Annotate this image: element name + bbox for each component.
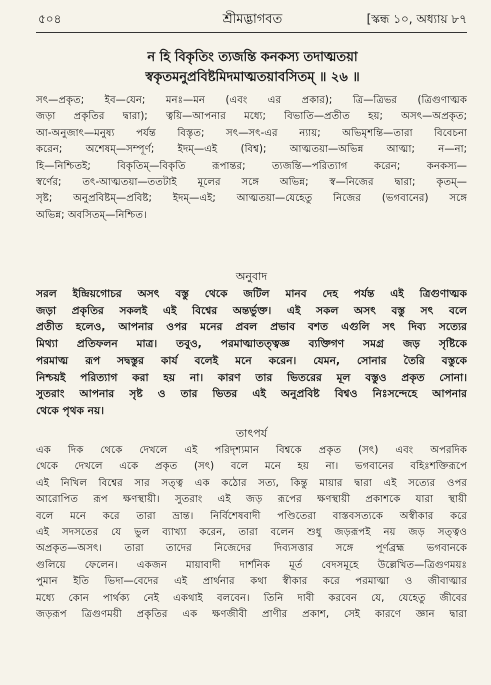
header-rule [36, 32, 467, 33]
synonyms-line: অভিন্ন; অবসিতম্—নিশ্চিত। [36, 209, 147, 221]
purport-paragraph [36, 443, 467, 623]
translation-line: মিথ্যা প্রতিফলন মাত্র। তবুও, পরমাত্মাতত্ত্বজ্ঞ ব্যক্তিগণ সমগ্র জড় সৃষ্টিকে [36, 338, 467, 351]
book-title: শ্রীমদ্ভাগবত [222, 12, 283, 27]
page-number: ৫০৪ [38, 12, 62, 26]
translation-line: সরল ইন্দ্রিয়গোচর অসৎ বস্তু থেকে জটিল মানব দেহ পর্যন্ত এই ত্রিগুণাত্মক [36, 288, 467, 300]
page-header [38, 7, 467, 31]
purport-line: এই সদসতের যে ভুল ব্যাখ্যা করেন, তারা বলেন শুধু জড়রূপই নয় জড় সত্ত্বও [36, 527, 467, 539]
synonyms-paragraph [36, 93, 467, 224]
synonyms-line: করেন; অশেষম্—সম্পূর্ণ; ইদম্—এই (বিশ্ব); আত্মতয়া—অভিন্ন আত্মা; ন—না; [36, 144, 467, 156]
translation-heading: অনুবাদ [235, 270, 268, 283]
translation-paragraph [36, 286, 467, 420]
purport-line: বলে মনে করে তারা ভ্রান্ত। নির্বিশেষবাদী পণ্ডিতেরা বাস্তবসত্যকে অস্বীকার করে [36, 510, 467, 522]
chapter-reference: [স্কন্ধ ১০, অধ্যায় ৮৭ [366, 12, 467, 26]
purport-line: থেকে দেখলে একে প্রকৃত (সৎ) বলে মনে হয় না। ভগবানের বহিঃশক্তিরূপে [36, 461, 467, 473]
synonyms-line: স্বর্ণের; তৎ-আত্মতয়া—ততটাই মূলের সঙ্গে অভিন্ন; স্ব—নিজের দ্বারা; কৃতম্— [36, 177, 467, 189]
purport-line: মধ্যে কোন পার্থক্য নেই একথাই বলবেন। তিনি দাবী করবেন যে, যেহেতু জীবের [36, 592, 467, 604]
purport-line: অপ্রকৃত—অসৎ। তারা তাদের নিজেদের দিব্যসত্তার সঙ্গে পূর্ণব্রহ্ম ভগবানকে [36, 543, 467, 555]
synonyms-line: আ-অনুজাৎ—মনুষ্য পর্যন্ত বিস্তৃত; সৎ—সৎ-এর ন্যায়; অভিমৃশন্তি—তারা বিবেচনা [36, 127, 467, 139]
purport-line: এক দিক থেকে দেখলে এই পরিদৃশ্যমান বিশ্বকে প্রকৃত (সৎ) এবং অপরদিক [36, 445, 467, 456]
translation-line: নিশ্চয়ই পরিত্যাগ করা হয় না। কারণ তার ভিতরের মূল বস্তুও প্রকৃত সোনা। [36, 371, 467, 384]
purport-line: জড়রূপ ত্রিগুণময়ী প্রকৃতির এক ক্ষণজীবী প্রাণীর প্রকাশ, সেই কারণে জ্ঞান দ্বারা [36, 609, 467, 621]
translation-line: জড়া প্রকৃতির সকলই এই বিশ্বের অন্তর্ভুক্ত। এই সকল অসৎ বস্তু সৎ বলে [36, 304, 467, 317]
verse-line-2: স্বকৃতমনুপ্রবিষ্টমিদমাত্মতয়াবসিতম্ ॥ ২৬ ॥ [145, 70, 360, 85]
translation-line: থেকে পৃথক নয়। [36, 404, 105, 417]
purport-line: আরোপিত রূপ ক্ষণস্থায়ী। সুতরাং এই জড় রূপের ক্ষণস্থায়ী প্রকাশকে যারা স্থায়ী [36, 494, 467, 506]
translation-line: সুতরাং আপনার সৃষ্ট ও তার ভিতর এই অনুপ্রবিষ্ট বিশ্বও নিঃসন্দেহে আপনার [36, 388, 467, 401]
purport-line: গুলিয়ে ফেলেন। একজন মায়াবাদী দার্শনিক মূর্ত বেদসমূহে উল্লেখিত—ত্রিগুণময়ঃ [36, 559, 467, 571]
purport-heading: তাৎপর্য [235, 427, 268, 440]
synonyms-line: হি—নিশ্চিতই; বিকৃতিম্—বিকৃতি রূপান্তর; ত্যজন্তি—পরিত্যাগ করেন; কনকস্য— [36, 160, 467, 172]
synonyms-line: সৎ—প্রকৃত; ইব—যেন; মনঃ—মন (এবং এর প্রকার); ত্রি—ত্রিভর (ত্রিগুণাত্মক [36, 95, 467, 106]
translation-line: পরমাত্ম রূপ সদ্বস্তুর কার্য বলেই মনে করেন। যেমন, সোনার তৈরি বস্তুকে [36, 354, 467, 367]
synonyms-line: সৃষ্ট; অনুপ্রবিষ্টম্—প্রবিষ্ট; ইদম্—এই; আত্মতয়া—যেহেতু নিজের (ভগবানের) সঙ্গে [36, 193, 467, 205]
sanskrit-verse [38, 48, 467, 88]
translation-line: প্রতীত হলেও, আপনার ওপর মনের প্রবল প্রভাব বশত এগুলি সৎ দিব্য সত্যের [36, 321, 467, 334]
synonyms-line: জড়া প্রকৃতির দ্বারা); ত্বয়ি—আপনার মধ্যে; বিভাতি—প্রতীত হয়; অসৎ—অপ্রকৃত; [36, 111, 467, 123]
verse-line-1: ন হি বিকৃতিং ত্যজন্তি কনকস্য তদাত্মতয়া [147, 50, 358, 65]
purport-line: এই নিখিল বিশ্বের সার সত্ত্ব এক কঠোর সত্য, কিন্তু মায়ার দ্বারা এই সত্যের ওপর [36, 477, 467, 489]
purport-line: পুমান ইতি ভিদা—বেদের এই প্রার্থনার কথা স্বীকার করে পরমাত্মা ও জীবাত্মার [36, 576, 467, 588]
